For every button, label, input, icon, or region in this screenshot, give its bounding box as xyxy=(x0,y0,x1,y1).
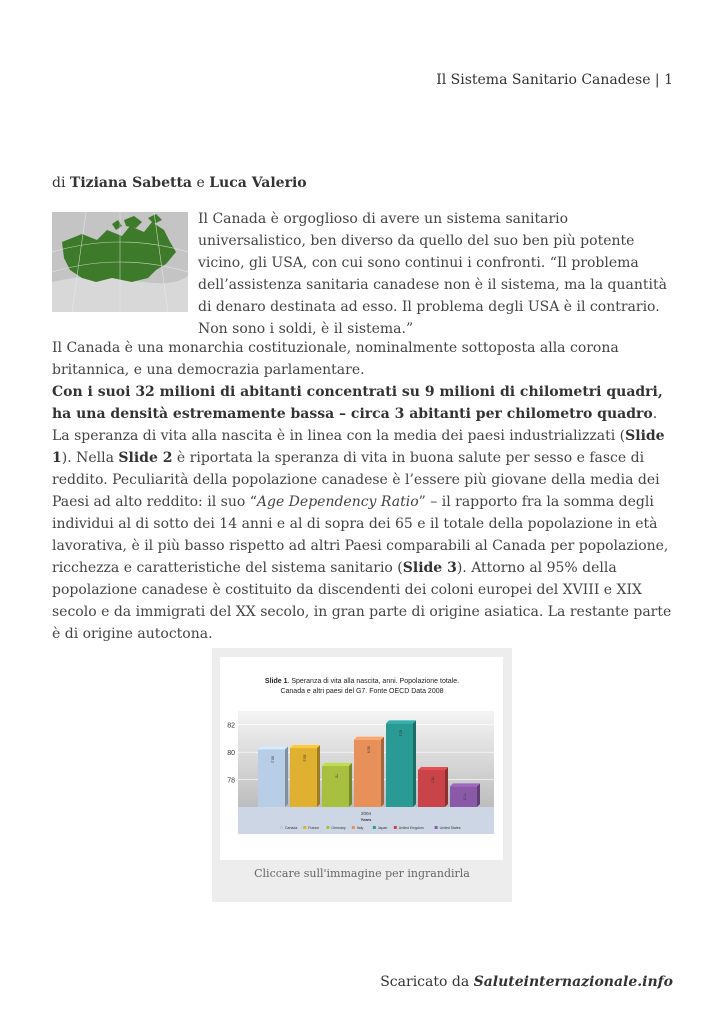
y-tick-label: 82 xyxy=(227,722,235,730)
bar-front xyxy=(322,766,349,807)
bar-front xyxy=(418,770,445,807)
bar xyxy=(386,720,416,807)
legend-swatch xyxy=(352,826,355,829)
x-tick-label: 2004 xyxy=(360,811,372,816)
legend-item xyxy=(394,826,424,830)
bar-side xyxy=(317,745,320,807)
author-name: Luca Valerio xyxy=(209,175,307,191)
bar-top xyxy=(386,720,416,723)
bar-top xyxy=(322,763,352,766)
bar-top xyxy=(258,746,288,749)
figure-caption: Cliccare sull'immagine per ingrandirla xyxy=(254,867,470,880)
author-name: Tiziana Sabetta xyxy=(69,175,192,191)
legend-label: Germany xyxy=(331,826,346,830)
paragraph xyxy=(52,381,677,425)
y-tick-label: 78 xyxy=(227,777,235,785)
bar-value-label: 80.2 xyxy=(270,755,275,763)
bar-top xyxy=(418,767,448,770)
paragraph: Il Canada è una monarchia costituzionale, nominalmente sottoposta alla corona britannica, e una democrazia parlamentare. xyxy=(52,340,619,378)
bar-top xyxy=(290,745,320,748)
text-span: ). Nella xyxy=(61,450,119,466)
bar-value-label: 77.5 xyxy=(462,793,467,800)
x-axis-label: Years xyxy=(360,817,372,822)
article-body xyxy=(52,337,677,645)
term-italic: Age Dependency Ratio xyxy=(256,494,419,510)
punctuation: . xyxy=(652,406,658,422)
slide-image[interactable] xyxy=(220,657,503,860)
intro-paragraph: Il Canada è orgoglioso di avere un sistema sanitario universalistico, ben diverso da quello del suo ben più potente vicino, gli USA, con cui sono continui i confronti. “Il problema dell’assistenza sanitaria canadese non è il sistema, ma la quantità di denaro destinata ad esso. Il problema degli USA è il contrario. Non sono i soldi, è il sistema.” xyxy=(198,211,667,337)
byline xyxy=(52,175,307,191)
legend-label: Japan xyxy=(377,826,388,830)
chart-title: Slide 1. Speranza di vita alla nascita, anni. Popolazione totale. xyxy=(264,678,460,685)
legend-swatch xyxy=(394,826,397,829)
slide-reference: Slide 2 xyxy=(118,450,173,466)
byline-prefix: di xyxy=(52,175,66,191)
legend-swatch xyxy=(303,826,306,829)
y-tick-label: 80 xyxy=(227,750,235,758)
bar-side xyxy=(445,767,448,807)
bar xyxy=(258,746,288,807)
legend-label: Italy xyxy=(356,826,364,830)
bar-value-label: 78.7 xyxy=(430,776,435,784)
bar xyxy=(290,745,320,807)
canada-map-image xyxy=(52,212,188,312)
life-expectancy-chart xyxy=(220,657,503,860)
legend-label: United Kingdom xyxy=(398,826,424,830)
legend-swatch xyxy=(373,826,376,829)
text-span: ” – il rapporto fra la somma degli individui al di sotto dei 14 anni e al di sopra dei 65 e il totale della popolazione in età lavorativa, è il più basso rispetto ad altri Paesi comparabili al Canada per popolazione, ricchezza e caratteristiche del sistema sanitario ( xyxy=(52,494,669,576)
byline-conjunction: e xyxy=(196,175,205,191)
bar xyxy=(354,737,384,807)
slide-figure[interactable] xyxy=(212,648,512,902)
bar-value-label: 79 xyxy=(334,773,339,778)
bar-side xyxy=(285,746,288,807)
bar xyxy=(418,767,448,807)
text-span: è riportata la speranza di vita in buona salute per sesso e fasce di reddito. Peculiarità della popolazione canadese è l’essere più giovane della media dei Paesi ad alto reddito: il suo “ xyxy=(52,450,660,510)
bar-top xyxy=(354,737,384,740)
legend-label: United States xyxy=(439,826,461,830)
bar-side xyxy=(413,720,416,807)
page-header: Il Sistema Sanitario Canadese | 1 xyxy=(436,72,673,88)
page-footer xyxy=(380,974,673,990)
legend-label: Canada xyxy=(285,826,298,830)
text-span: ). Attorno al 95% della popolazione canadese è costituito da discendenti dei coloni europei del XVIII e XIX secolo e da immigrati del XX secolo, in gran parte di origine asiatica. La restante parte è di origine autoctona. xyxy=(52,560,672,642)
highlight-text: Con i suoi 32 milioni di abitanti concentrati su 9 milioni di chilometri quadri, ha una densità estremamente bassa – circa 3 abitanti per chilometro quadro xyxy=(52,384,663,422)
bar-value-label: 80.9 xyxy=(366,746,371,754)
bar-value-label: 80.3 xyxy=(302,754,307,762)
footer-prefix: Scaricato da xyxy=(380,974,474,990)
bar-top xyxy=(450,783,480,786)
canada-map-icon xyxy=(52,212,188,312)
bar-side xyxy=(477,783,480,807)
legend-swatch xyxy=(435,826,438,829)
bar-value-label: 82.1 xyxy=(398,729,403,737)
bar-side xyxy=(349,763,352,807)
slide-reference: Slide 3 xyxy=(402,560,457,576)
bar xyxy=(450,783,480,807)
legend-swatch xyxy=(280,826,283,829)
site-name: Saluteinternazionale.info xyxy=(473,974,673,990)
chart-subtitle: Canada e altri paesi del G7. Fonte OECD Data 2008 xyxy=(280,688,444,695)
legend-label: France xyxy=(308,826,320,830)
text-span: La speranza di vita alla nascita è in linea con la media dei paesi industrializzati ( xyxy=(52,428,626,444)
bar-side xyxy=(381,737,384,807)
slide-reference: Slide 1 xyxy=(52,428,665,466)
paragraph xyxy=(52,425,677,645)
bar xyxy=(322,763,352,807)
legend-swatch xyxy=(326,826,329,829)
